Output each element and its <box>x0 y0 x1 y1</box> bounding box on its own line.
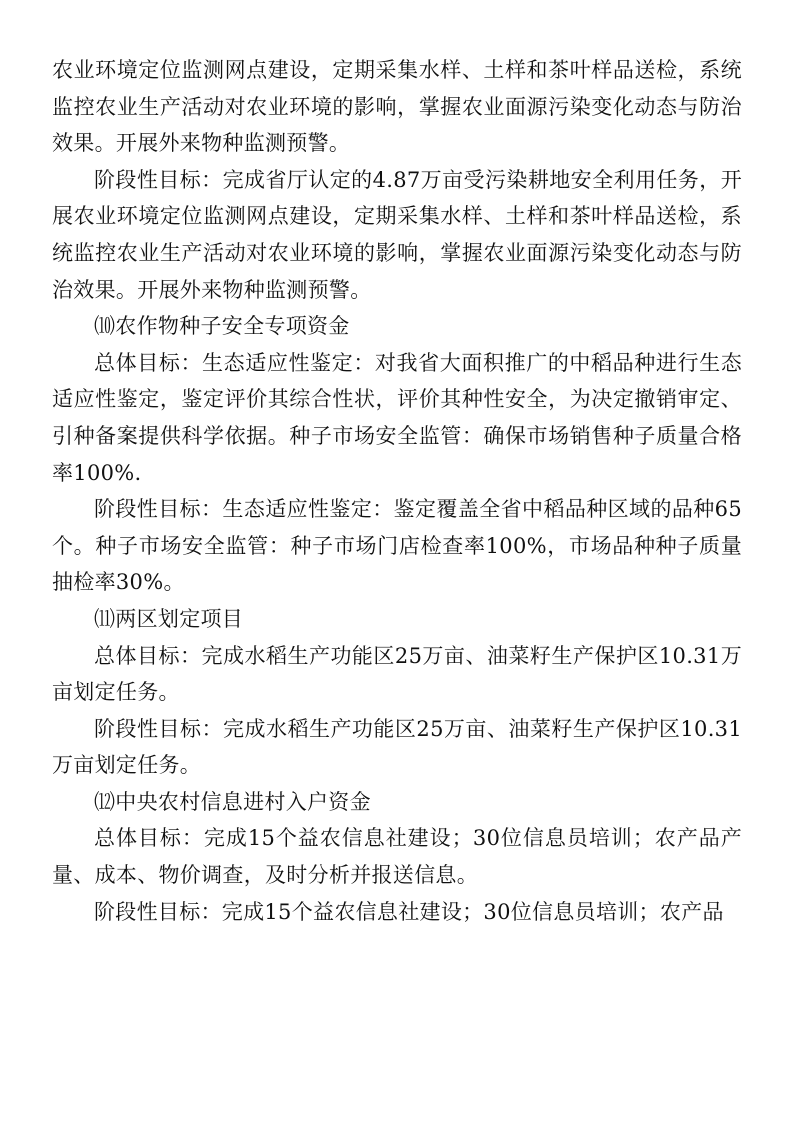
paragraph-stage-goal-environment: 阶段性目标：完成省厅认定的4.87万亩受污染耕地安全利用任务，开展农业环境定位监测网点建设，定期采集水样、土样和茶叶样品送检，系统监控农业生产活动对农业环境的影响，掌握农业面源污染变化动态与防治效果。开展外来物种监测预警。 <box>52 167 742 302</box>
paragraph-stage-goal-seed: 阶段性目标：生态适应性鉴定：鉴定覆盖全省中稻品种区域的品种65个。种子市场安全监管：种子市场门店检查率100%，市场品种种子质量抽检率30%。 <box>52 497 742 595</box>
paragraph-stage-goal-rural-info: 阶段性目标：完成15个益农信息社建设；30位信息员培训；农产品 <box>94 899 724 924</box>
paragraph-environment-monitoring: 农业环境定位监测网点建设，定期采集水样、土样和茶叶样品送检，系统监控农业生产活动对农业环境的影响，掌握农业面源污染变化动态与防治效果。开展外来物种监测预警。 <box>52 58 742 156</box>
section-heading-rural-info: ⑿中央农村信息进村入户资金 <box>94 789 371 814</box>
document-page <box>52 52 742 930</box>
section-heading-two-zones: ⑾两区划定项目 <box>94 606 244 631</box>
paragraph-overall-goal-rural-info: 总体目标：完成15个益农信息社建设；30位信息员培训；农产品产量、成本、物价调查，及时分析并报送信息。 <box>52 826 742 888</box>
paragraph-stage-goal-two-zones: 阶段性目标：完成水稻生产功能区25万亩、油菜籽生产保护区10.31万亩划定任务。 <box>52 716 742 778</box>
paragraph-overall-goal-seed: 总体目标：生态适应性鉴定：对我省大面积推广的中稻品种进行生态适应性鉴定，鉴定评价其综合性状，评价其种性安全，为决定撤销审定、引种备案提供科学依据。种子市场安全监管：确保市场销售种子质量合格率100%. <box>52 350 742 485</box>
section-heading-seed-safety: ⑽农作物种子安全专项资金 <box>94 314 350 339</box>
paragraph-overall-goal-two-zones: 总体目标：完成水稻生产功能区25万亩、油菜籽生产保护区10.31万亩划定任务。 <box>52 643 742 705</box>
